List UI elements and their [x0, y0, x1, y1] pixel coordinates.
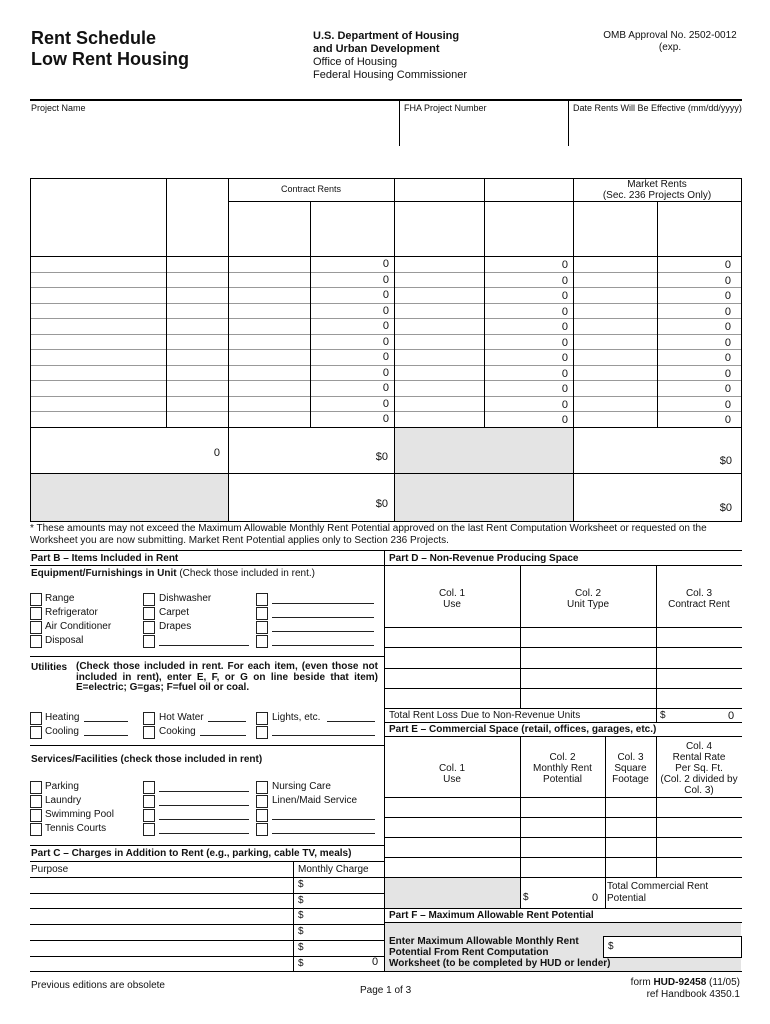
- project-name-label: Project Name: [31, 103, 86, 113]
- rule: [384, 708, 742, 709]
- refrigerator-checkbox[interactable]: [30, 607, 42, 620]
- total-units: 0: [213, 447, 220, 459]
- table-header-rule: [30, 256, 742, 257]
- cooking-label: Cooking: [159, 726, 196, 737]
- market-rent-cell[interactable]: 0: [724, 368, 731, 380]
- part-d-col3: Col. 3: [685, 588, 713, 599]
- disposal-label: Disposal: [45, 635, 84, 646]
- shaded-cell: [395, 427, 573, 521]
- rule: [384, 908, 742, 909]
- hot-water-fuel-line[interactable]: [208, 721, 246, 722]
- part-e-col4: Col. 4: [685, 741, 713, 752]
- other-service-line[interactable]: [159, 833, 249, 834]
- rule: [30, 745, 384, 746]
- lights-fuel-line[interactable]: [327, 721, 375, 722]
- laundry-checkbox[interactable]: [30, 795, 42, 808]
- linen-maid-label: Linen/Maid Service: [272, 795, 358, 806]
- part-d-col3-sub: Contract Rent: [668, 599, 730, 610]
- other-equipment-line[interactable]: [159, 645, 249, 646]
- range-checkbox[interactable]: [30, 593, 42, 606]
- unit-rent-cell[interactable]: 0: [561, 321, 568, 333]
- part-e-col1-header: [384, 763, 520, 785]
- date-effective-label: Date Rents Will Be Effective (mm/dd/yyyy): [573, 103, 742, 113]
- divider: [399, 100, 400, 146]
- nursing-care-checkbox[interactable]: [256, 781, 268, 794]
- drapes-checkbox[interactable]: [143, 621, 155, 634]
- carpet-checkbox[interactable]: [143, 607, 155, 620]
- contract-subheader-rule: [228, 201, 573, 202]
- row-rule: [30, 365, 742, 366]
- other-utility-line[interactable]: [272, 735, 375, 736]
- dishwasher-checkbox[interactable]: [143, 593, 155, 606]
- agency-line3: Office of Housing: [313, 56, 398, 68]
- part-e-col4-sub2: Per Sq. Ft.: [675, 763, 723, 774]
- part-f-title: Part F – Maximum Allowable Rent Potential: [389, 910, 594, 921]
- contract-rent-cell[interactable]: 0: [382, 289, 389, 301]
- rule: [384, 565, 742, 566]
- agency-line2: and Urban Development: [313, 43, 440, 55]
- rule: [384, 736, 742, 737]
- charge-row-rule: [30, 908, 384, 909]
- part-c-title: Part C – Charges in Addition to Rent (e.g., parking, cable TV, meals): [31, 848, 352, 859]
- charge-dollar[interactable]: $: [298, 879, 304, 890]
- part-e-col3-sub2: Footage: [612, 774, 649, 785]
- row-rule: [30, 318, 742, 319]
- unit-rent-cell[interactable]: 0: [561, 368, 568, 380]
- contract-rent-cell[interactable]: 0: [382, 258, 389, 270]
- refrigerator-label: Refrigerator: [45, 607, 98, 618]
- range-label: Range: [45, 593, 75, 604]
- col-line: [741, 178, 742, 521]
- parking-label: Parking: [45, 781, 79, 792]
- rows-bottom-rule: [30, 427, 742, 428]
- contract-rent-cell[interactable]: 0: [382, 274, 389, 286]
- total2-market-rent: $0: [719, 502, 732, 514]
- other-equipment-checkbox[interactable]: [256, 621, 268, 634]
- market-rents-line2: (Sec. 236 Projects Only): [602, 190, 712, 201]
- handbook-ref: ref Handbook 4350.1: [646, 989, 740, 1000]
- hot-water-label: Hot Water: [159, 712, 204, 723]
- lights-label: Lights, etc.: [272, 712, 321, 723]
- part-d-col2-header: [520, 588, 656, 610]
- part-e-col1: Col. 1: [438, 763, 466, 774]
- rule: [384, 722, 742, 723]
- purpose-label: Purpose: [31, 864, 69, 875]
- contract-rent-cell[interactable]: 0: [382, 367, 389, 379]
- other-service-line[interactable]: [159, 819, 249, 820]
- fha-number-label: FHA Project Number: [404, 103, 487, 113]
- other-service-line[interactable]: [159, 791, 249, 792]
- contract-rent-cell[interactable]: 0: [382, 305, 389, 317]
- dishwasher-label: Dishwasher: [159, 593, 212, 604]
- part-f-instructions: [389, 936, 611, 969]
- other-equipment-line[interactable]: [272, 631, 374, 632]
- cooling-label: Cooling: [45, 726, 79, 737]
- row-rule: [30, 349, 742, 350]
- part-e-col3-header: [605, 752, 656, 785]
- contract-rent-cell[interactable]: 0: [382, 336, 389, 348]
- contract-rent-cell[interactable]: 0: [382, 382, 389, 394]
- charge-row-rule: [30, 956, 384, 957]
- rule: [384, 857, 742, 858]
- contract-rent-cell[interactable]: 0: [382, 351, 389, 363]
- contract-rent-cell[interactable]: 0: [382, 413, 389, 425]
- market-rent-cell[interactable]: 0: [724, 275, 731, 287]
- nursing-care-label: Nursing Care: [272, 781, 331, 792]
- part-e-col2-sub1: Monthly Rent: [533, 763, 592, 774]
- other-equipment-line[interactable]: [272, 603, 374, 604]
- shaded-cell: [385, 878, 520, 908]
- row-rule: [30, 287, 742, 288]
- total-rule: [30, 473, 742, 474]
- air-conditioner-label: Air Conditioner: [45, 621, 112, 632]
- col-line: [394, 178, 395, 521]
- agency-line1: U.S. Department of Housing: [313, 30, 460, 42]
- form-id-line: [560, 977, 740, 989]
- part-f-instr1: Enter Maximum Allowable Monthly Rent: [389, 936, 579, 947]
- cooling-fuel-line[interactable]: [84, 735, 128, 736]
- part-e-col2: Col. 2: [549, 752, 576, 763]
- other-equipment-checkbox[interactable]: [143, 635, 155, 648]
- other-equipment-checkbox[interactable]: [256, 607, 268, 620]
- swimming-pool-label: Swimming Pool: [45, 809, 114, 820]
- drapes-label: Drapes: [159, 621, 192, 632]
- market-rent-cell[interactable]: 0: [724, 290, 731, 302]
- page-number: Page 1 of 3: [360, 985, 412, 996]
- cooling-checkbox[interactable]: [30, 726, 42, 739]
- rule: [384, 647, 742, 648]
- unit-rent-cell[interactable]: 0: [561, 414, 568, 426]
- col-line: [166, 178, 167, 427]
- utilities-label: [31, 662, 67, 673]
- part-e-col1-sub: Use: [443, 774, 461, 785]
- col-line: [657, 201, 658, 427]
- other-utility-checkbox[interactable]: [256, 726, 268, 739]
- rule: [30, 656, 384, 657]
- unit-rent-cell[interactable]: 0: [561, 337, 568, 349]
- monthly-charge-label: Monthly Charge: [298, 864, 369, 875]
- part-e-col3-sub1: Square: [614, 763, 647, 774]
- part-d-col1-sub: Use: [443, 599, 461, 610]
- other-service-checkbox[interactable]: [143, 809, 155, 822]
- form-date: (11/05): [709, 977, 740, 988]
- row-rule: [30, 272, 742, 273]
- contract-rents-label: Contract Rents: [280, 184, 342, 194]
- part-d-col1-header: [384, 588, 520, 610]
- max-rent-input[interactable]: [603, 936, 742, 958]
- charge-dollar[interactable]: $: [298, 895, 304, 906]
- part-e-col3: Col. 3: [617, 752, 644, 763]
- part-e-col2-header: [520, 752, 605, 785]
- other-equipment-line[interactable]: [272, 645, 374, 646]
- equipment-heading: [31, 568, 315, 579]
- part-e-total-dollar: $: [523, 892, 529, 903]
- table-bottom-rule: [30, 521, 742, 522]
- unit-rent-cell[interactable]: 0: [561, 306, 568, 318]
- market-rent-cell[interactable]: 0: [724, 259, 731, 271]
- form-id-block: [560, 977, 740, 1001]
- heating-fuel-line[interactable]: [84, 721, 128, 722]
- row-rule: [30, 411, 742, 412]
- charge-dollar[interactable]: $: [298, 942, 304, 953]
- market-rent-cell[interactable]: 0: [724, 352, 731, 364]
- part-f-instr2: Potential From Rent Computation: [389, 947, 549, 958]
- date-effective-field[interactable]: [573, 116, 738, 142]
- cooking-checkbox[interactable]: [143, 726, 155, 739]
- col-line: [656, 708, 657, 722]
- contract-rent-cell[interactable]: 0: [382, 398, 389, 410]
- unit-rent-cell[interactable]: 0: [561, 290, 568, 302]
- laundry-label: Laundry: [45, 795, 82, 806]
- market-rents-line1: Market Rents: [627, 179, 687, 190]
- total2-contract-rent: $0: [375, 498, 388, 510]
- market-rent-cell[interactable]: 0: [724, 321, 731, 333]
- part-d-total-label: Total Rent Loss Due to Non-Revenue Units: [389, 710, 581, 721]
- charge-row-rule: [30, 893, 384, 894]
- contract-rent-cell[interactable]: 0: [382, 320, 389, 332]
- part-b-title: Part B – Items Included in Rent: [31, 553, 179, 564]
- col-line: [656, 565, 657, 708]
- other-service-line[interactable]: [272, 833, 375, 834]
- form-id: HUD-92458: [653, 977, 707, 988]
- utilities-label-text: Utilities: [31, 662, 68, 673]
- unit-rent-cell[interactable]: 0: [561, 275, 568, 287]
- equipment-hint: (Check those included in rent.): [179, 568, 315, 579]
- part-d-col2: Col. 2: [574, 588, 602, 599]
- other-service-checkbox[interactable]: [256, 809, 268, 822]
- bottom-rule: [30, 971, 742, 972]
- other-service-line[interactable]: [159, 805, 249, 806]
- part-e-col2-sub2: Potential: [543, 774, 582, 785]
- part-e-col4-header: [656, 741, 742, 796]
- linen-maid-checkbox[interactable]: [256, 795, 268, 808]
- market-rent-cell[interactable]: 0: [724, 337, 731, 349]
- agency-line4: Federal Housing Commissioner: [313, 69, 468, 81]
- form-title-line2: Low Rent Housing: [31, 49, 189, 69]
- part-e-total-value: 0: [592, 892, 599, 904]
- tennis-courts-label: Tennis Courts: [45, 823, 107, 834]
- part-e-col4-sub1: Rental Rate: [672, 752, 726, 763]
- rule: [384, 922, 742, 923]
- unit-rent-cell[interactable]: 0: [561, 352, 568, 364]
- part-d-col3-header: [656, 588, 742, 610]
- rule: [384, 797, 742, 798]
- market-rent-cell[interactable]: 0: [724, 399, 731, 411]
- other-service-line[interactable]: [272, 819, 375, 820]
- charge-row-rule: [30, 940, 384, 941]
- other-equipment-line[interactable]: [272, 617, 374, 618]
- rule: [384, 688, 742, 689]
- part-e-col4-sub3: (Col. 2 divided by: [660, 774, 738, 785]
- hot-water-checkbox[interactable]: [143, 712, 155, 725]
- lights-checkbox[interactable]: [256, 712, 268, 725]
- col-line: [573, 178, 574, 521]
- part-d-title: Part D – Non-Revenue Producing Space: [389, 553, 579, 564]
- col-line: [310, 201, 311, 427]
- charge-dollar[interactable]: $: [298, 958, 304, 969]
- omb-number: OMB Approval No. 2502-0012: [603, 30, 737, 41]
- omb-exp: (exp.: [658, 42, 682, 53]
- charge-dollar[interactable]: $: [298, 910, 304, 921]
- project-name-field[interactable]: [36, 116, 396, 142]
- divider: [568, 100, 569, 146]
- part-d-col1: Col. 1: [438, 588, 466, 599]
- row-rule: [30, 380, 742, 381]
- charge-row-rule: [30, 877, 384, 878]
- carpet-label: Carpet: [159, 607, 190, 618]
- part-e-title: Part E – Commercial Space (retail, offices, garages, etc.): [389, 724, 657, 735]
- charge-row-rule: [30, 924, 384, 925]
- charge-dollar[interactable]: $: [298, 926, 304, 937]
- part-e-total-label2: Potential: [607, 893, 646, 904]
- unit-rent-cell[interactable]: 0: [561, 383, 568, 395]
- form-title-line1: Rent Schedule: [31, 28, 157, 48]
- part-d-col2-sub: Unit Type: [566, 599, 610, 610]
- other-equipment-checkbox[interactable]: [256, 635, 268, 648]
- section-rule: [30, 550, 742, 551]
- other-equipment-checkbox[interactable]: [256, 593, 268, 606]
- part-e-col4-sub4: Col. 3): [684, 785, 714, 796]
- rule: [384, 837, 742, 838]
- form-prefix: form: [630, 977, 651, 988]
- col-line: [228, 178, 229, 521]
- max-rent-dollar: $: [608, 941, 614, 952]
- other-service-checkbox[interactable]: [143, 823, 155, 836]
- services-label: Services/Facilities (check those included in rent): [31, 754, 263, 765]
- rule: [384, 627, 742, 628]
- agency-block: [313, 30, 467, 82]
- rule: [30, 861, 384, 862]
- swimming-pool-checkbox[interactable]: [30, 809, 42, 822]
- part-d-total-value: 0: [728, 710, 735, 722]
- header-rule: [30, 99, 742, 101]
- col-line: [520, 565, 521, 708]
- market-rent-cell[interactable]: 0: [724, 414, 731, 426]
- rule: [30, 565, 384, 566]
- heating-label: Heating: [45, 712, 80, 723]
- rule: [384, 668, 742, 669]
- footnote: * These amounts may not exceed the Maximum Allowable Monthly Rent Potential approved on the last Rent Computation Worksheet or requested on the Worksheet you are now submitting. Market Rent Potential applies only to Section 236 Projects.: [30, 523, 707, 546]
- heating-checkbox[interactable]: [30, 712, 42, 725]
- form-title: [31, 28, 189, 70]
- rule: [30, 845, 384, 846]
- other-service-checkbox[interactable]: [143, 781, 155, 794]
- total-contract-rent: $0: [375, 451, 388, 463]
- tennis-courts-checkbox[interactable]: [30, 823, 42, 836]
- row-rule: [30, 303, 742, 304]
- utilities-hint: (Check those included in rent. For each item, (even those not included in rent), enter E, F, or G on line beside that item) E=electric; G=gas; F=fuel oil or coal.: [76, 661, 378, 693]
- disposal-checkbox[interactable]: [30, 635, 42, 648]
- col-line: [484, 178, 485, 427]
- equipment-label: Equipment/Furnishings in Unit: [31, 568, 177, 579]
- part-e-total-label1: Total Commercial Rent: [607, 881, 709, 892]
- air-conditioner-checkbox[interactable]: [30, 621, 42, 634]
- parking-checkbox[interactable]: [30, 781, 42, 794]
- row-rule: [30, 334, 742, 335]
- other-service-checkbox[interactable]: [143, 795, 155, 808]
- rule: [384, 817, 742, 818]
- unit-rent-cell[interactable]: 0: [561, 399, 568, 411]
- obsolete-note: Previous editions are obsolete: [31, 980, 165, 991]
- part-e-total-label: [607, 881, 708, 905]
- part-d-total-dollar: $: [660, 710, 666, 721]
- omb-block: [590, 30, 750, 54]
- part-f-instr3: Worksheet (to be completed by HUD or lender): [389, 958, 611, 969]
- charge-total: 0: [372, 956, 379, 968]
- unit-rent-cell[interactable]: 0: [561, 259, 568, 271]
- total-market-rent: $0: [719, 455, 732, 467]
- market-rent-cell[interactable]: 0: [724, 306, 731, 318]
- fha-number-field[interactable]: [404, 116, 564, 142]
- col-line: [30, 178, 31, 521]
- other-service-checkbox[interactable]: [256, 823, 268, 836]
- cooking-fuel-line[interactable]: [200, 735, 246, 736]
- row-rule: [30, 396, 742, 397]
- market-rent-cell[interactable]: 0: [724, 383, 731, 395]
- shaded-cell: [31, 473, 228, 521]
- market-rents-label: [573, 179, 741, 201]
